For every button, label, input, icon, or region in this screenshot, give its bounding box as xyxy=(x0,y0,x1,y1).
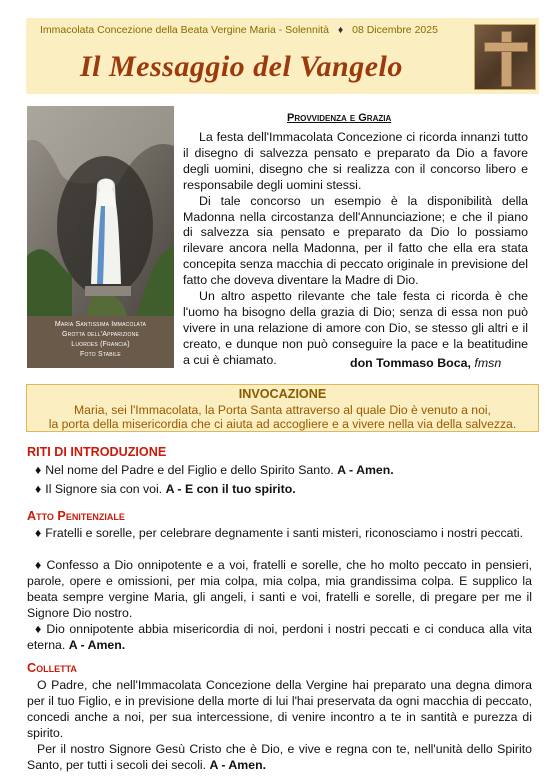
invocation-title: INVOCAZIONE xyxy=(238,387,327,401)
grotto-illustration xyxy=(27,106,174,316)
caption-line: Maria Santissima Immacolata xyxy=(54,321,147,328)
caption-line: Luordes (Francia) xyxy=(71,341,130,348)
penitential-heading: Atto Penitenziale xyxy=(27,509,125,523)
penitential-p3: ♦ Dio onnipotente abbia misericordia di noi, perdoni i nostri peccati e ci conduca alla vita eterna. A - Amen. xyxy=(27,622,532,652)
article-paragraph: La festa dell'Immacolata Concezione ci ricorda innanzi tutto il disegno di salvezza pensato e preparato da Dio a favore degli uomini, disegno che si realizza con il concorso libero e responsabile degli uomini stessi. xyxy=(183,130,528,192)
invocation-text xyxy=(27,403,538,431)
response: A - E con il tuo spirito. xyxy=(165,482,296,496)
response: A - Amen. xyxy=(209,758,266,772)
page-header xyxy=(26,18,539,94)
diamond-icon: ♦ xyxy=(337,24,344,36)
invocation-line: Maria, sei l'Immacolata, la Porta Santa attraverso al quale Dio è venuto a noi, xyxy=(74,403,491,417)
author-name: don Tommaso Boca, xyxy=(350,356,471,370)
diamond-icon: ♦ xyxy=(35,463,42,477)
invocation-line: la porta della misericordia che ci aiuta ad accogliere e a vivere nella via della salvezza. xyxy=(48,417,517,431)
cross-vertical-beam xyxy=(501,31,512,87)
response: A - Amen. xyxy=(68,638,126,652)
header-occasion-line xyxy=(40,24,438,36)
diamond-icon: ♦ xyxy=(35,482,42,496)
occasion-text: Immacolata Concezione della Beata Vergine Maria - Solennità xyxy=(40,24,329,36)
caption-line: Grotta dell'Apparizione xyxy=(62,331,139,338)
masthead-title: Il Messaggio del Vangelo xyxy=(80,50,403,83)
penitential-p1: ♦ Fratelli e sorelle, per celebrare degnamente i santi misteri, riconosciamo i nostri peccati. xyxy=(35,526,524,540)
diamond-icon: ♦ xyxy=(35,622,43,636)
header-date: 08 Dicembre 2025 xyxy=(352,24,438,36)
rites-line-2: ♦ Il Signore sia con voi. A - E con il tuo spirito. xyxy=(35,482,296,496)
photo-caption xyxy=(27,316,174,368)
rites-heading: RITI DI INTRODUZIONE xyxy=(27,445,167,459)
caption-line: Foto Stabile xyxy=(80,351,121,358)
grotto-photo xyxy=(27,106,174,316)
response: A - Amen. xyxy=(337,463,394,477)
cross-image xyxy=(474,24,536,90)
collect-heading: Colletta xyxy=(27,661,77,675)
penitential-p2: ♦ Confesso a Dio onnipotente e a voi, fratelli e sorelle, che ho molto peccato in pensieri, parole, opere e omissioni, per mia colpa, mia colpa, mia grandissima colpa. E supplico la beata sempre vergine Maria, gli angeli, i santi e voi, fratelli e sorelle, di pregare per me il Signore Dio nostro. xyxy=(27,558,532,620)
article-paragraph: Un altro aspetto rilevante che tale festa ci ricorda è che l'uomo ha bisogno della grazia di Dio; senza di essa non può vivere in una relazione di amore con Dio, se stesso gli altri e il creato, e dunque non può conseguire la pace e la beatitudine a cui è chiamato. xyxy=(183,289,528,367)
collect-p1: O Padre, che nell'Immacolata Concezione della Vergine hai preparato una degna dimora per il tuo Figlio, e in previsione della morte di lui l'hai preservata da ogni macchia di peccato, concedi anche a noi, per sua intercessione, di venire incontro a te in santità e purezza di spirito. xyxy=(27,678,532,740)
cross-horizontal-beam xyxy=(484,42,528,52)
article-paragraph: Di tale concorso un esempio è la disponibilità della Madonna nella circostanza dell'Annunciazione; e che il piano di salvezza sia pensato e preparato da Dio lo possiamo rilevare ancora nella Madonna, per il fatto che ella era stata concepita senza macchia di peccato originale in previsione del fatto che doveva diventare la Madre di Dio. xyxy=(183,193,528,288)
author-order: fmsn xyxy=(474,356,502,370)
diamond-icon: ♦ xyxy=(35,526,42,540)
rites-line-1: ♦ Nel nome del Padre e del Figlio e dello Spirito Santo. A - Amen. xyxy=(35,463,394,477)
collect-p2: Per il nostro Signore Gesù Cristo che è Dio, e vive e regna con te, nell'unità dello Spirito Santo, per tutti i secoli dei secoli. A - Amen. xyxy=(27,742,532,772)
article-body xyxy=(183,130,528,369)
article-title: Provvidenza e Grazia xyxy=(287,112,392,124)
invocation-box xyxy=(26,384,539,432)
diamond-icon: ♦ xyxy=(35,558,43,572)
article-signature xyxy=(350,356,501,370)
